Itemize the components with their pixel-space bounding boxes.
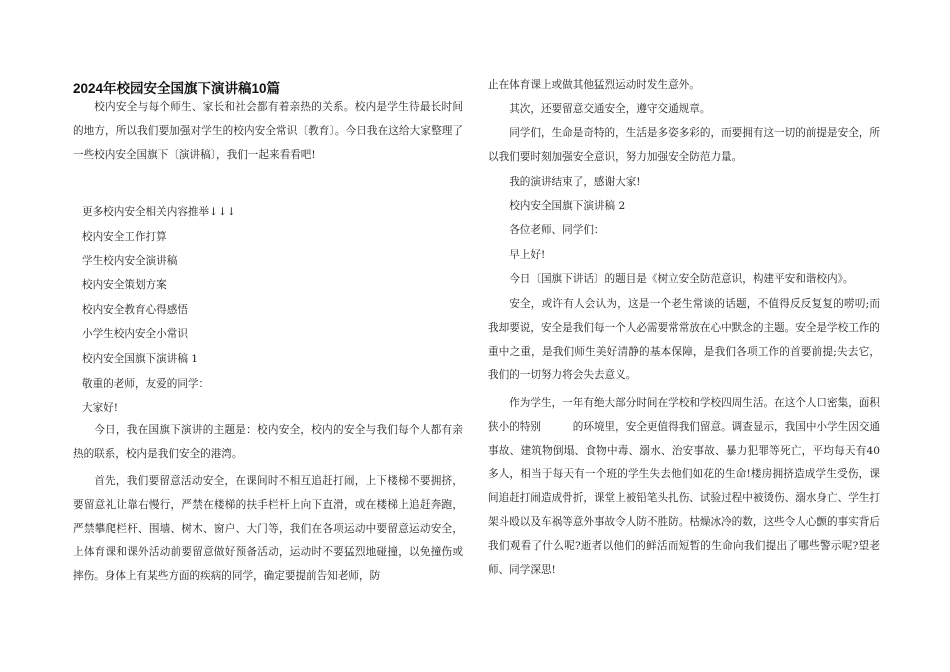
link-student-speech[interactable]: 学生校内安全演讲稿 bbox=[82, 255, 178, 267]
paragraph-activity-safety: 首先，我们要留意活动安全，在课间时不相互追赶打闹，上下楼梯不要拥挤，要留意礼让靠右慢行，严禁在楼梯的扶手栏杆上向下直滑，或在楼梯上追赶奔跑，严禁攀爬栏杆、围墙、树木、窗户、大门等，我们在各项运动中要留意运动安全，上体育课和课外活动前要留意做好预备活动，运动时不要猛烈地碰撞，以免撞伤或摔伤。身体上有某些方面的疾病的同学，确定要提前告知老师，防 bbox=[73, 475, 463, 583]
greeting-line: 敬重的老师，友爱的同学： bbox=[82, 378, 210, 390]
paragraph-end-thanks: 我的演讲结束了，感谢大家! bbox=[509, 176, 641, 188]
paragraph-student-safety: 作为学生，一年有绝大部分时间在学校和学校四周生活。在这个人口密集，面积狭小的特别 的环境里，安全更值得我们留意。调查显示，我国中小学生因交通事故、建筑物倒塌、食物中毒、溺水、治安事故、暴力犯罪等死亡，平均每天有40多人，相当于每天有一个班的学生失去他们如花的生命!楼房拥挤造成学生受伤，课间追赶打闹造成骨折，课堂上被铅笔头扎伤、试验过程中被烫伤、溺水身亡、学生打架斗殴以及车祸等意外事故令人防不胜防。枯燥冰冷的数，这些令人心颤的事实背后我们观看了什么呢?逝者以他们的鲜活而短暂的生命向我们提出了哪些警示呢?望老师、同学深思! bbox=[488, 397, 880, 576]
hello-line: 大家好! bbox=[82, 402, 119, 414]
document-title: 2024年校园安全国旗下演讲稿10篇 bbox=[73, 81, 281, 96]
paragraph-topic: 今日〔国旗下讲话〕的题目是《树立安全防范意识，构建平安和谐校内》。 bbox=[509, 273, 854, 285]
paragraph-continued: 止在体育课上或做其他猛烈运动时发生意外。 bbox=[488, 79, 700, 91]
link-safety-work-plan[interactable]: 校内安全工作打算 bbox=[82, 231, 167, 243]
paragraph-safety-theme: 安全，或许有人会认为，这是一个老生常谈的话题，不值得反反复复的唠叨;而我却要说，安全是我们每一个人必需要常常放在心中默念的主题。安全是学校工作的重中之重，是我们师生美好清静的基本保障，是我们各项工作的首要前提;失去它，我们的一切努力将会失去意义。 bbox=[488, 298, 880, 382]
paragraph-traffic-safety: 其次，还要留意交通安全，遵守交通规章。 bbox=[509, 103, 711, 115]
link-planning-scheme[interactable]: 校内安全策划方案 bbox=[82, 279, 167, 291]
paragraph-theme: 今日，我在国旗下演讲的主题是：校内安全，校内的安全与我们每个人都有亲热的联系，校内是我们安全的港湾。 bbox=[73, 424, 463, 460]
paragraph-good-morning: 早上好! bbox=[509, 249, 546, 261]
paragraph-life-safety: 同学们，生命是奇特的，生活是多姿多彩的，而要拥有这一切的前提是安全，所以我们要时刻加强安全意识，努力加强安全防范力量。 bbox=[488, 127, 880, 163]
link-education-insight[interactable]: 校内安全教育心得感悟 bbox=[82, 304, 188, 316]
speech-2-heading: 校内安全国旗下演讲稿 2 bbox=[509, 200, 626, 212]
paragraph-greeting: 各位老师、同学们： bbox=[509, 224, 605, 236]
link-safety-tips[interactable]: 小学生校内安全小常识 bbox=[82, 328, 188, 340]
speech-1-heading: 校内安全国旗下演讲稿 1 bbox=[82, 353, 199, 365]
intro-paragraph: 校内安全与每个师生、家长和社会都有着亲热的关系。校内是学生待最长时间的地方，所以我们要加强对学生的校内安全常识〔教育〕。今日我在这给大家整理了一些校内安全国旗下〔演讲稿〕，我们一起来看看吧! bbox=[73, 101, 463, 161]
recommend-line: 更多校内安全相关内容推举↓↓↓ bbox=[82, 206, 236, 218]
